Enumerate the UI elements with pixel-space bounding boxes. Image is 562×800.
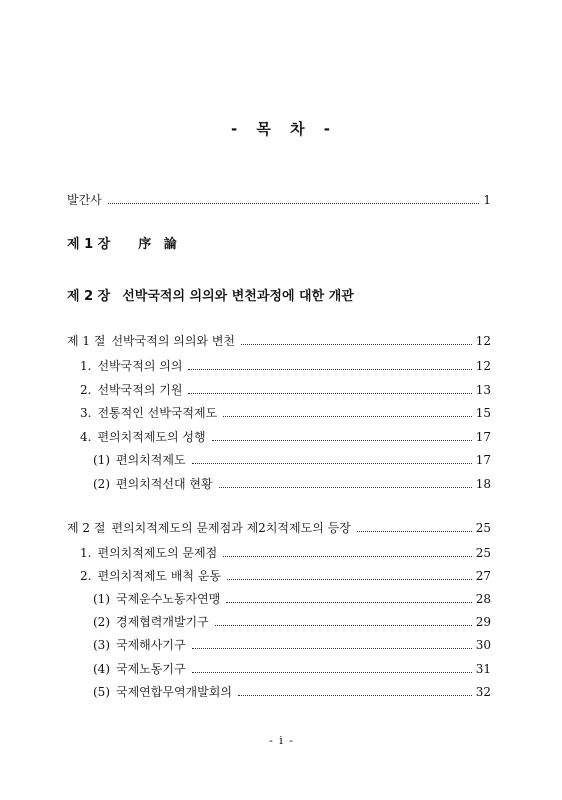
toc-entry-number: (2) — [93, 615, 110, 629]
toc-page-number: 28 — [475, 592, 491, 606]
toc-entry-title: 국제연합무역개발회의 — [116, 685, 232, 699]
toc-entry — [80, 567, 491, 584]
toc-page-number: 13 — [475, 383, 491, 397]
toc-page-number: 18 — [475, 477, 491, 491]
toc-entry-title: 경제협력개발기구 — [116, 615, 209, 629]
toc-entry-number: 1. — [80, 546, 92, 560]
toc-section-2 — [67, 519, 491, 536]
toc-leader — [215, 625, 472, 626]
toc-page-number: 12 — [475, 359, 491, 373]
toc-page-number: 25 — [475, 546, 491, 560]
toc-leader — [188, 393, 471, 394]
toc-leader — [241, 344, 472, 345]
chapter-title: 序 論 — [138, 237, 177, 252]
toc-page-number: 32 — [475, 685, 491, 699]
toc-leader — [238, 695, 472, 696]
toc-entry-number: 4. — [80, 430, 92, 444]
toc-leader — [192, 672, 472, 673]
toc-entry-title: 국제운수노동자연맹 — [116, 592, 221, 606]
toc-entry-title: 편의치적제도 배척 운동 — [97, 569, 222, 583]
toc-entry-number: 1. — [80, 359, 92, 373]
toc-section-1 — [67, 332, 491, 349]
toc-subentry — [93, 683, 491, 700]
toc-chapter-2 — [67, 288, 354, 306]
toc-entry-number: (3) — [93, 638, 110, 652]
page-footer-number: - i - — [269, 734, 293, 747]
toc-entry-number: 3. — [80, 406, 92, 420]
toc-page-number: 1 — [483, 193, 491, 207]
toc-leader — [219, 487, 472, 488]
toc-chapter-1 — [67, 236, 177, 254]
toc-leader — [188, 369, 471, 370]
toc-page-number: 25 — [475, 521, 491, 535]
toc-leader — [192, 463, 472, 464]
toc-entry-preface — [67, 191, 491, 208]
toc-page-number: 12 — [475, 334, 491, 348]
toc-entry-number: 제 2 절 — [67, 521, 106, 535]
toc-entry — [80, 404, 491, 421]
toc-entry-number: 2. — [80, 569, 92, 583]
toc-entry-title: 국제노동기구 — [116, 662, 186, 676]
toc-page-number: 31 — [475, 662, 491, 676]
toc-entry-number: (5) — [93, 685, 110, 699]
toc-subentry — [93, 590, 491, 607]
toc-page-number: 30 — [475, 638, 491, 652]
toc-page-number: 17 — [475, 430, 491, 444]
page-title: - 목 차 - — [230, 120, 332, 138]
toc-leader — [227, 579, 472, 580]
toc-leader — [226, 602, 471, 603]
toc-entry-number: (4) — [93, 662, 110, 676]
toc-leader — [192, 648, 472, 649]
toc-entry-title: 전통적인 선박국적제도 — [97, 406, 218, 420]
toc-entry-title: 선박국적의 기원 — [97, 383, 183, 397]
toc-subentry — [93, 451, 491, 468]
toc-subentry — [93, 660, 491, 677]
toc-entry-number: 2. — [80, 383, 92, 397]
toc-entry-number: (1) — [93, 453, 110, 467]
toc-subentry — [93, 636, 491, 653]
toc-entry-number: 제 1 절 — [67, 334, 106, 348]
toc-page-number: 15 — [475, 406, 491, 420]
toc-entry-title: 편의치적제도의 문제점과 제2치적제도의 등장 — [111, 521, 351, 535]
chapter-title: 선박국적의 의의와 변천과정에 대한 개관 — [122, 289, 354, 304]
toc-entry — [80, 544, 491, 561]
toc-entry-number: (2) — [93, 477, 110, 491]
chapter-number: 제 2 장 — [67, 289, 111, 304]
toc-subentry — [93, 475, 491, 492]
toc-page-number: 17 — [475, 453, 491, 467]
toc-page-number: 29 — [475, 615, 491, 629]
toc-entry-number: (1) — [93, 592, 110, 606]
toc-entry-title: 편의치적제도의 문제점 — [97, 546, 218, 560]
toc-leader — [357, 531, 472, 532]
toc-entry-title: 발간사 — [67, 193, 102, 207]
toc-leader — [108, 203, 479, 204]
toc-entry-title: 국제해사기구 — [116, 638, 186, 652]
chapter-number: 제 1 장 — [67, 237, 111, 252]
toc-entry-title: 선박국적의 의의 — [97, 359, 183, 373]
toc-leader — [223, 556, 472, 557]
toc-entry-title: 편의치적제도의 성행 — [97, 430, 206, 444]
toc-entry — [80, 357, 491, 374]
toc-entry — [80, 428, 491, 445]
toc-entry — [80, 381, 491, 398]
toc-leader — [223, 416, 472, 417]
toc-leader — [212, 440, 472, 441]
toc-page-number: 27 — [475, 569, 491, 583]
toc-entry-title: 편의치적선대 현황 — [116, 477, 213, 491]
toc-entry-title: 선박국적의 의의와 변천 — [111, 334, 236, 348]
toc-subentry — [93, 613, 491, 630]
toc-entry-title: 편의치적제도 — [116, 453, 186, 467]
